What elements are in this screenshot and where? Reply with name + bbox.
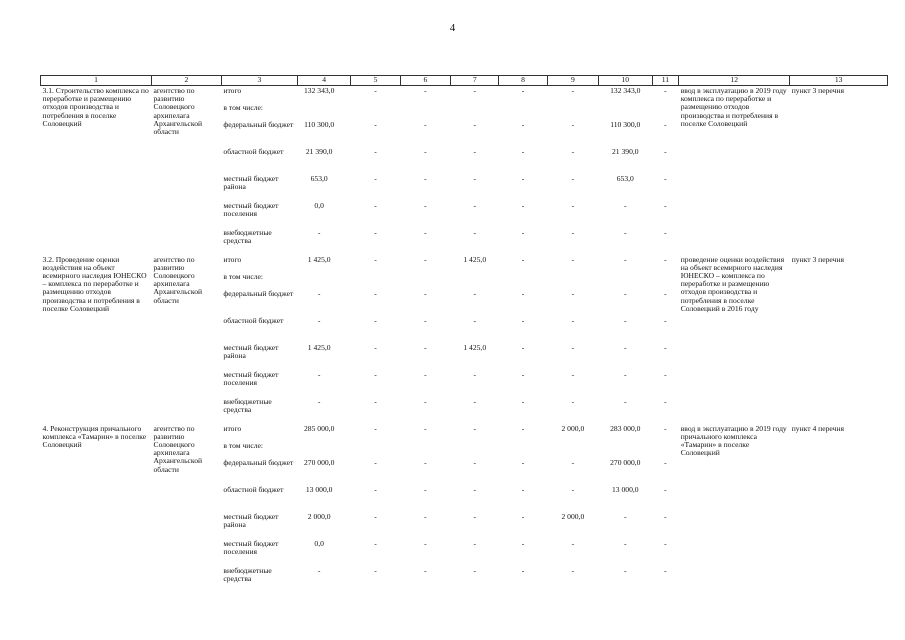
funding-source-label: областной бюджет <box>223 146 284 156</box>
value-cell: 283 000,0 <box>610 423 641 433</box>
value-cell: - <box>424 315 427 325</box>
value-cell: - <box>664 538 667 548</box>
funding-source-label: итого <box>223 86 242 95</box>
value-cell: - <box>374 288 377 298</box>
value-cell: - <box>521 457 525 467</box>
value-cell: 110 300,0 <box>304 119 335 129</box>
value-cell: - <box>571 200 575 210</box>
value-cell: - <box>374 396 377 406</box>
value-cell <box>297 272 350 289</box>
value-cell: - <box>571 119 575 129</box>
value-cell: 270 000,0 <box>303 457 335 467</box>
value-cell: - <box>374 173 377 183</box>
value-cell: - <box>424 227 427 237</box>
value-cell: - <box>521 369 525 379</box>
value-cell: - <box>473 484 476 494</box>
value-cell <box>599 103 652 120</box>
column-header: 1 <box>41 76 152 86</box>
value-cell <box>652 103 679 120</box>
value-cell: - <box>473 538 476 548</box>
value-cell: - <box>571 254 575 264</box>
value-cell: - <box>521 288 525 298</box>
value-cell: 1 425,0 <box>463 342 487 352</box>
value-cell: 285 000,0 <box>303 423 335 433</box>
value-cell: - <box>664 484 667 494</box>
funding-source-label: областной бюджет <box>223 484 284 494</box>
value-cell: - <box>521 119 525 129</box>
funding-source-label: в том числе: <box>223 271 263 281</box>
value-cell <box>400 441 450 458</box>
value-cell: - <box>473 173 476 183</box>
value-cell: - <box>424 423 427 433</box>
value-cell: - <box>473 86 476 95</box>
header-row <box>41 76 888 86</box>
value-cell: - <box>521 86 525 95</box>
funding-source-label: федеральный бюджет <box>223 119 294 129</box>
column-header: 8 <box>499 76 547 86</box>
funding-source-label: в том числе: <box>223 440 263 450</box>
value-cell: - <box>521 511 525 521</box>
value-cell: - <box>571 315 575 325</box>
value-cell: - <box>374 119 377 129</box>
value-cell: - <box>374 342 377 352</box>
funding-source-label: областной бюджет <box>223 315 284 325</box>
value-cell <box>547 441 598 458</box>
value-cell: 0,0 <box>314 200 324 210</box>
value-cell: - <box>571 227 575 237</box>
value-cell: 2 000,0 <box>561 423 585 433</box>
value-cell: - <box>521 565 525 575</box>
funding-source-label: федеральный бюджет <box>223 288 294 298</box>
value-cell: - <box>664 146 667 156</box>
value-cell: - <box>664 396 667 406</box>
column-header: 10 <box>599 76 652 86</box>
value-cell: - <box>521 173 525 183</box>
funding-source-label: в том числе: <box>223 102 263 112</box>
value-cell: - <box>473 423 476 433</box>
value-cell: - <box>624 511 627 521</box>
value-cell: - <box>624 396 627 406</box>
value-cell: - <box>571 288 575 298</box>
value-cell: - <box>374 200 377 210</box>
expected-result: проведение оценки воздействия на объект всемирного наследия ЮНЕСКО – комплекса по переработке и размещению отходов производства и потребления в поселке Соловецкий в 2016 году <box>680 254 785 313</box>
value-cell <box>351 103 400 120</box>
value-cell: - <box>424 342 427 352</box>
funding-source-label: местный бюджет района <box>223 173 279 191</box>
value-cell: - <box>624 538 627 548</box>
value-cell <box>547 103 598 120</box>
value-cell: - <box>374 538 377 548</box>
value-cell: 1 425,0 <box>463 254 487 264</box>
value-cell: - <box>473 227 476 237</box>
value-cell: 653,0 <box>310 173 328 183</box>
value-cell: 21 390,0 <box>611 146 639 156</box>
value-cell: - <box>664 565 667 575</box>
value-cell: - <box>664 511 667 521</box>
value-cell: 21 390,0 <box>305 146 333 156</box>
value-cell: - <box>317 288 321 298</box>
value-cell: 132 343,0 <box>610 86 641 95</box>
value-cell: - <box>473 396 476 406</box>
value-cell: - <box>571 457 575 467</box>
value-cell: - <box>664 86 667 95</box>
value-cell: - <box>624 369 627 379</box>
value-cell: - <box>317 315 321 325</box>
value-cell: - <box>424 457 427 467</box>
value-cell: - <box>624 565 627 575</box>
value-cell: - <box>624 227 627 237</box>
value-cell: - <box>521 342 525 352</box>
value-cell: - <box>374 484 377 494</box>
value-cell: - <box>374 423 377 433</box>
value-cell: - <box>473 288 476 298</box>
value-cell: - <box>571 369 575 379</box>
value-cell: - <box>624 200 627 210</box>
table-row <box>41 255 888 272</box>
value-cell: - <box>664 119 667 129</box>
value-cell: - <box>473 119 476 129</box>
value-cell: 2 000,0 <box>307 511 331 521</box>
value-cell: - <box>424 565 427 575</box>
value-cell: - <box>424 86 427 95</box>
value-cell: - <box>571 396 575 406</box>
column-header: 9 <box>547 76 598 86</box>
value-cell: - <box>664 423 667 433</box>
value-cell: - <box>664 173 667 183</box>
value-cell: - <box>521 396 525 406</box>
value-cell: - <box>473 315 476 325</box>
expected-result: ввод в эксплуатацию в 2019 году комплекса по переработке и размещению отходов производства и потребления в поселке Соловецкий <box>680 86 787 128</box>
column-header: 7 <box>451 76 499 86</box>
value-cell: - <box>424 369 427 379</box>
value-cell: - <box>571 565 575 575</box>
value-cell: - <box>473 369 476 379</box>
value-cell: - <box>424 484 427 494</box>
value-cell: - <box>521 227 525 237</box>
value-cell: - <box>521 200 525 210</box>
value-cell <box>499 441 547 458</box>
value-cell: - <box>374 86 377 95</box>
responsible-agency: агентство по развитию Соловецкого архипелага Архангельской области <box>153 423 203 474</box>
value-cell: - <box>424 396 427 406</box>
funding-source-label: местный бюджет района <box>223 511 279 529</box>
value-cell: - <box>624 254 627 264</box>
value-cell: - <box>664 342 667 352</box>
column-header: 2 <box>152 76 222 86</box>
value-cell: - <box>664 457 667 467</box>
value-cell: - <box>473 565 476 575</box>
table-row <box>41 424 888 441</box>
column-header: 12 <box>679 76 790 86</box>
value-cell <box>400 272 450 289</box>
value-cell: - <box>424 254 427 264</box>
funding-source-label: местный бюджет поселения <box>223 538 279 556</box>
value-cell: - <box>374 457 377 467</box>
value-cell: 270 000,0 <box>610 457 641 467</box>
value-cell: - <box>374 511 377 521</box>
value-cell: - <box>624 288 627 298</box>
value-cell <box>547 272 598 289</box>
value-cell <box>599 272 652 289</box>
column-header: 5 <box>351 76 400 86</box>
value-cell: - <box>521 423 525 433</box>
budget-table <box>40 75 888 593</box>
value-cell <box>351 441 400 458</box>
value-cell <box>451 272 499 289</box>
value-cell: - <box>664 227 667 237</box>
column-header: 3 <box>221 76 297 86</box>
value-cell: - <box>374 227 377 237</box>
funding-source-label: местный бюджет района <box>223 342 279 360</box>
value-cell: - <box>317 227 321 237</box>
value-cell: - <box>521 146 525 156</box>
funding-source-label: внебюджетные средства <box>223 565 272 583</box>
value-cell: 2 000,0 <box>561 511 585 521</box>
column-header: 6 <box>400 76 450 86</box>
value-cell: - <box>473 200 476 210</box>
value-cell: - <box>424 288 427 298</box>
value-cell: - <box>317 369 321 379</box>
measure-title: 3.1. Строительство комплекса по переработке и размещению отходов производства и потребления в поселке Соловецкий <box>42 86 149 128</box>
expected-result: ввод в эксплуатацию в 2019 году причального комплекса «Тамарин» в поселке Соловецкий <box>680 423 787 458</box>
value-cell <box>499 103 547 120</box>
value-cell: - <box>424 200 427 210</box>
value-cell: 13 000,0 <box>305 484 333 494</box>
responsible-agency: агентство по развитию Соловецкого архипелага Архангельской области <box>153 86 203 137</box>
value-cell <box>400 103 450 120</box>
page-number: 4 <box>449 22 456 34</box>
value-cell: - <box>571 173 575 183</box>
value-cell <box>599 441 652 458</box>
value-cell: - <box>424 173 427 183</box>
value-cell: 1 425,0 <box>307 254 331 264</box>
value-cell: - <box>521 315 525 325</box>
column-header: 13 <box>790 76 888 86</box>
value-cell: - <box>473 146 476 156</box>
value-cell: 1 425,0 <box>307 342 331 352</box>
value-cell: - <box>473 511 476 521</box>
value-cell: - <box>374 315 377 325</box>
measure-title: 4. Реконструкция причального комплекса «Тамарин» в поселке Соловецкий <box>42 423 147 449</box>
value-cell: - <box>664 315 667 325</box>
value-cell: 132 343,0 <box>303 86 335 95</box>
value-cell: - <box>664 200 667 210</box>
value-cell: - <box>374 146 377 156</box>
funding-source-label: итого <box>223 423 242 433</box>
value-cell: 110 300,0 <box>610 119 641 129</box>
value-cell <box>297 441 350 458</box>
value-cell: - <box>424 146 427 156</box>
value-cell <box>652 272 679 289</box>
measure-title: 3.2. Проведение оценки воздействия на объект всемирного наследия ЮНЕСКО – комплекса по переработке и размещению отходов производства и потребления в поселке Соловецкий <box>42 254 147 313</box>
funding-source-label: итого <box>223 254 242 264</box>
table-body <box>41 86 888 593</box>
value-cell: - <box>317 396 321 406</box>
value-cell <box>499 272 547 289</box>
value-cell: - <box>571 484 575 494</box>
value-cell: - <box>624 315 627 325</box>
responsible-agency: агентство по развитию Соловецкого архипелага Архангельской области <box>153 254 203 305</box>
value-cell: - <box>317 565 321 575</box>
column-header: 4 <box>297 76 350 86</box>
value-cell: - <box>374 254 377 264</box>
value-cell: - <box>521 538 525 548</box>
funding-source-label: местный бюджет поселения <box>223 200 279 218</box>
value-cell: 0,0 <box>314 538 324 548</box>
value-cell: 13 000,0 <box>611 484 639 494</box>
value-cell: - <box>424 538 427 548</box>
list-reference: пункт 3 перечня <box>791 254 844 264</box>
value-cell: - <box>374 369 377 379</box>
funding-source-label: внебюджетные средства <box>223 396 272 414</box>
value-cell <box>351 272 400 289</box>
value-cell: - <box>624 342 627 352</box>
value-cell <box>451 103 499 120</box>
value-cell: - <box>571 86 575 95</box>
funding-source-label: внебюджетные средства <box>223 227 272 245</box>
value-cell: - <box>664 288 667 298</box>
value-cell: - <box>473 457 476 467</box>
value-cell: - <box>424 511 427 521</box>
value-cell: - <box>521 484 525 494</box>
list-reference: пункт 3 перечня <box>791 86 844 95</box>
value-cell: - <box>571 146 575 156</box>
value-cell: - <box>571 342 575 352</box>
column-header: 11 <box>652 76 679 86</box>
table-row <box>41 86 888 103</box>
value-cell <box>652 441 679 458</box>
value-cell: 653,0 <box>616 173 634 183</box>
value-cell <box>297 103 350 120</box>
value-cell: - <box>664 254 667 264</box>
value-cell: - <box>374 565 377 575</box>
value-cell: - <box>521 254 525 264</box>
value-cell: - <box>571 538 575 548</box>
funding-source-label: федеральный бюджет <box>223 457 294 467</box>
funding-source-label: местный бюджет поселения <box>223 369 279 387</box>
list-reference: пункт 4 перечня <box>791 423 844 433</box>
value-cell: - <box>664 369 667 379</box>
value-cell <box>451 441 499 458</box>
value-cell: - <box>424 119 427 129</box>
